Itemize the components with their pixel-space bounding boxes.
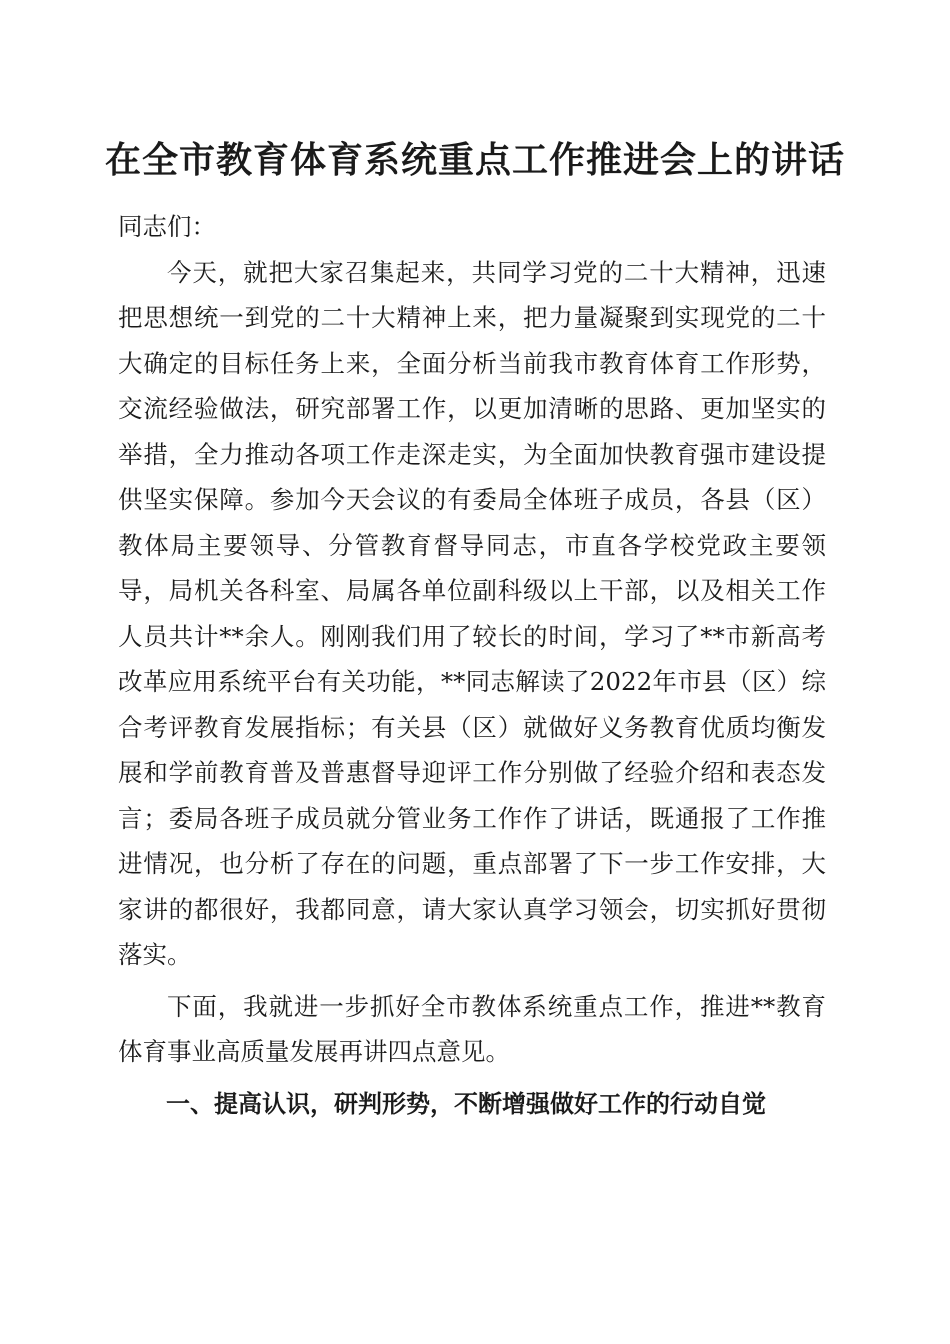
paragraph-opening: 今天，就把大家召集起来，共同学习党的二十大精神，迅速把思想统一到党的二十大精神上来，把力量凝聚到实现党的二十大确定的目标任务上来，全面分析当前我市教育体育工作形势，交流经验做法，研究部署工作，以更加清晰的思路、更加坚实的举措，全力推动各项工作走深走实，为全面加快教育强市建设提供坚实保障。参加今天会议的有委局全体班子成员，各县（区）教体局主要领导、分管教育督导同志，市直各学校党政主要领导，局机关各科室、局属各单位副科级以上干部，以及相关工作人员共计**余人。刚刚我们用了较长的时间，学习了**市新高考改革应用系统平台有关功能，**同志解读了2022年市县（区）综合考评教育发展指标；有关县（区）就做好义务教育优质均衡发展和学前教育普及普惠督导迎评工作分别做了经验介绍和表态发言；委局各班子成员就分管业务工作作了讲话，既通报了工作推进情况，也分析了存在的问题，重点部署了下一步工作安排，大家讲的都很好，我都同意，请大家认真学习领会，切实抓好贯彻落实。 xyxy=(118,257,826,969)
section-heading: 一、提高认识，研判形势，不断增强做好工作的行动自觉 xyxy=(166,1089,766,1118)
document-body xyxy=(118,204,826,1127)
document-title: 在全市教育体育系统重点工作推进会上的讲话 xyxy=(104,139,845,181)
salutation: 同志们： xyxy=(118,212,216,241)
paragraph-transition: 下面，我就进一步抓好全市教体系统重点工作，推进**教育体育事业高质量发展再讲四点意见。 xyxy=(118,991,826,1066)
